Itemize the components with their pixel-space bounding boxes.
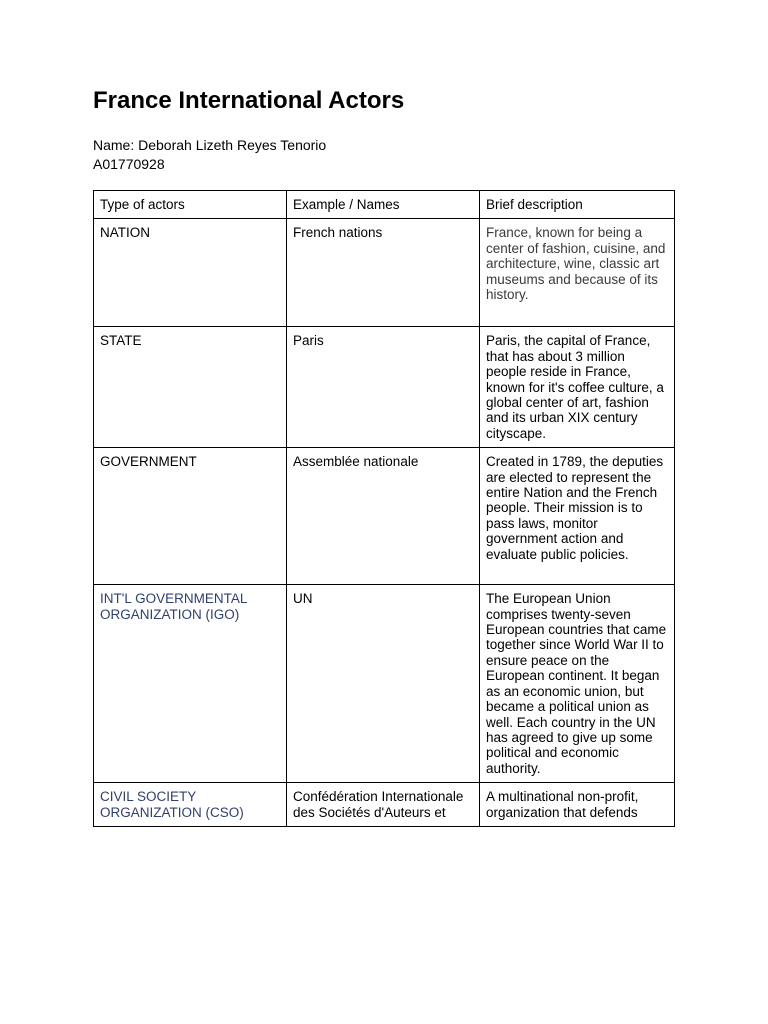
cell-description: Paris, the capital of France, that has about 3 million people reside in France, known for it's coffee culture, a global center of art, fashion and its urban XIX century cityscape.	[480, 327, 675, 448]
cell-description: Created in 1789, the deputies are elected to represent the entire Nation and the French people. Their mission is to pass laws, monitor government action and evaluate public policies.	[480, 448, 675, 585]
cell-type: INT'L GOVERNMENTAL ORGANIZATION (IGO)	[94, 585, 287, 783]
cell-description: The European Union comprises twenty-seven European countries that came together since World War II to ensure peace on the European continent. It began as an economic union, but became a political union as well. Each country in the UN has agreed to give up some political and economic authority.	[480, 585, 675, 783]
table-row-cso	[94, 783, 675, 827]
cell-type: CIVIL SOCIETY ORGANIZATION (CSO)	[94, 783, 287, 827]
header-example-names: Example / Names	[287, 191, 480, 219]
student-id: A01770928	[93, 156, 165, 172]
cell-example: UN	[287, 585, 480, 783]
author-name: Name: Deborah Lizeth Reyes Tenorio	[93, 137, 327, 153]
table-row-nation	[94, 219, 675, 327]
table-row-state	[94, 327, 675, 448]
cell-example: Assemblée nationale	[287, 448, 480, 585]
page-title: France International Actors	[93, 87, 405, 114]
table-row-igo	[94, 585, 675, 783]
header-type-of-actors: Type of actors	[94, 191, 287, 219]
cell-description: France, known for being a center of fashion, cuisine, and architecture, wine, classic art museums and because of its history.	[480, 219, 675, 327]
cell-type: NATION	[94, 219, 287, 327]
table-row-government	[94, 448, 675, 585]
table-header-row	[94, 191, 675, 219]
cell-type: GOVERNMENT	[94, 448, 287, 585]
cell-example: French nations	[287, 219, 480, 327]
cell-description: A multinational non-profit, organization that defends	[480, 783, 675, 827]
cell-type: STATE	[94, 327, 287, 448]
cell-example: Confédération Internationale des Sociétés d'Auteurs et	[287, 783, 480, 827]
header-brief-description: Brief description	[480, 191, 675, 219]
actors-table	[93, 190, 675, 827]
cell-example: Paris	[287, 327, 480, 448]
